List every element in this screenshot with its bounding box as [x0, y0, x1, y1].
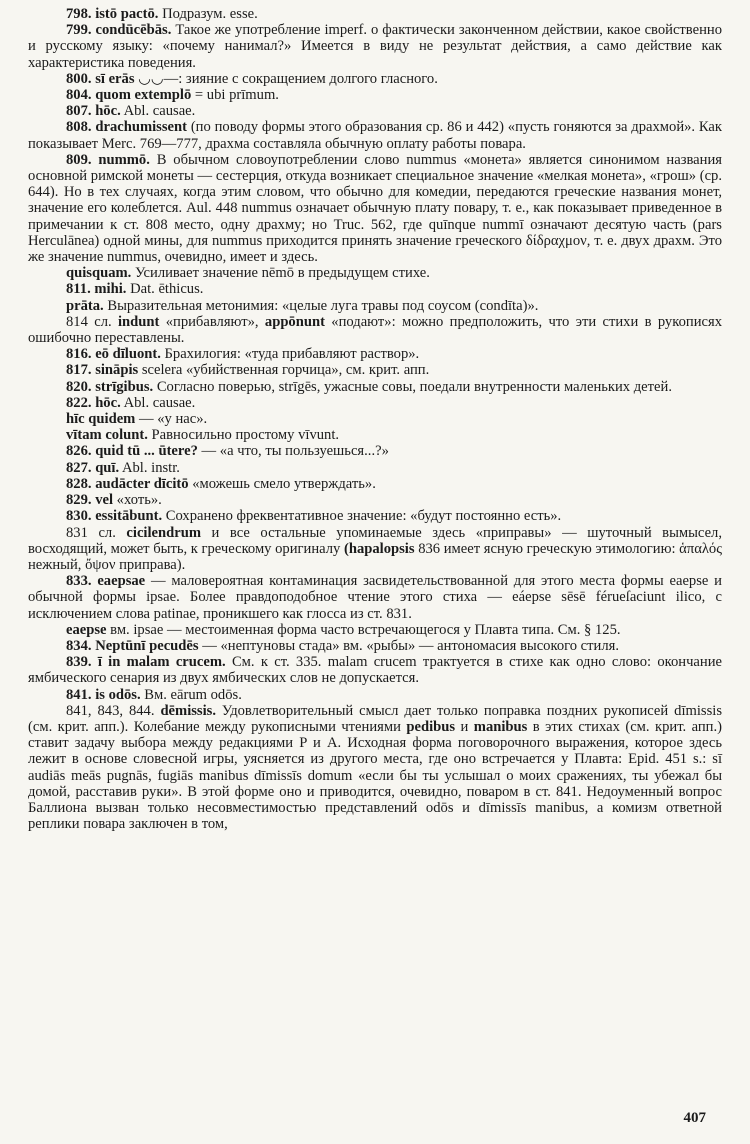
commentary-entry — [28, 314, 722, 346]
gloss-text: Сохранено фреквентативное значение: «будут постоянно есть». — [162, 508, 562, 525]
commentary-entry — [28, 492, 722, 508]
commentary-entry — [28, 87, 722, 103]
commentary-entry — [28, 6, 722, 22]
lemma-text: 809. nummō. — [66, 151, 150, 168]
gloss-text: Abl. causae. — [120, 394, 196, 411]
commentary-entry — [28, 638, 722, 654]
commentary-entry — [28, 476, 722, 492]
gloss-text: «подают»: можно предположить, что эти стихи в рукописях ошибочно переставлены. — [28, 313, 722, 347]
lemma-text: eaepse — [66, 621, 107, 638]
commentary-entry — [28, 362, 722, 378]
commentary-entry — [28, 427, 722, 443]
gloss-text: 814 сл. — [66, 313, 118, 330]
lemma-text: 811. mihi. — [66, 281, 127, 298]
lemma-text: 826. quid tū ... ūtere? — [66, 443, 198, 460]
lemma-text: 820. strīgibus. — [66, 378, 154, 395]
lemma-text: 817. sināpis — [66, 362, 139, 379]
gloss-text: Abl. causae. — [120, 103, 196, 120]
gloss-text: ◡◡—: зияние с сокращением долгого гласного. — [134, 70, 438, 87]
commentary-entry — [28, 281, 722, 297]
gloss-text: Усиливает значение nēmō в предыдущем стихе. — [131, 265, 430, 282]
lemma-text: prāta. — [66, 297, 104, 314]
gloss-text: Abl. instr. — [119, 459, 180, 476]
gloss-text: Равносильно простому vīvunt. — [147, 427, 340, 444]
gloss-text: Подразум. esse. — [158, 6, 258, 22]
lemma-text: 841. is odōs. — [66, 686, 141, 703]
commentary-entry — [28, 22, 722, 71]
commentary-entry — [28, 71, 722, 87]
lemma-text: 827. quī. — [66, 459, 120, 476]
lemma-text: dēmissis. — [160, 702, 216, 719]
lemma-text: vītam colunt. — [66, 427, 148, 444]
gloss-text: 836 имеет ясную греческую этимологию: ἁπαλός нежный, ὄψον приправа). — [28, 540, 722, 573]
gloss-text: в этих стихах (см. крит. апп.) ставит задачу выбора между редакциями P и A. Исходная форма поговорочного выражения, которое здесь лежит в основе словесной игры, уясняется из другого места, где оно встречается у Плавта: Epid. 451 s.: sī audiās meās pugnās, fugiās manibus dīmissīs domum «если бы ты услышал о моих сражениях, ты убежал бы домой, расставив руки». В этой форме оно и приводится, очевидно, поваром в ст. 841. Недоуменный вопрос Баллиона вызван только несовместимостью представлений odōs и dīmissīs manibus, а комизм ответной реплики повара заключен в том, — [28, 718, 722, 833]
lemma-text: 839. ī in malam crucem. — [66, 654, 226, 671]
commentary-entry — [28, 395, 722, 411]
gloss-text: Согласно поверью, strīgēs, ужасные совы, поедали внутренности маленьких детей. — [153, 378, 672, 395]
lemma-text: 808. drachumissent — [66, 119, 187, 136]
commentary-entry — [28, 573, 722, 622]
lemma-text: 822. hōc. — [66, 394, 121, 411]
lemma-text: 829. vel — [66, 492, 114, 509]
gloss-text: — «нептуновы стада» вм. «рыбы» — антономасия высокого стиля. — [198, 637, 619, 654]
lemma-text: 834. Neptūnī pecudēs — [66, 637, 199, 654]
gloss-text: Выразительная метонимия: «целые луга травы под соусом (condīta)». — [103, 297, 539, 314]
commentary-entry — [28, 525, 722, 574]
gloss-text: и все остальные упоминаемые здесь «приправы» — шуточный вымысел, восходящий, может быть, к греческому оригиналу — [28, 524, 722, 557]
gloss-text: Брахилогия: «туда прибавляют раствор». — [160, 346, 420, 363]
lemma-text: (hapalopsis — [343, 540, 415, 557]
lemma-text: 828. audācter dīcitō — [66, 475, 189, 492]
gloss-text: В обычном словоупотреблении слово nummus «монета» является синонимом названия основной римской монеты — сестерция, откуда возникает специальное значение «мелкая монета», «грош» (ср. 644). Но в тех случаях, когда этим словом, что обычно для комедии, передаются греческие названия монет, значение его колеблется. Aul. 448 nummus означает обычную плату повару, т. е., как показывает приведенное в примечании к ст. 808 место, одну драхму; но Truc. 562, где quīnque nummī означают десятую часть (pars Herculānea) одной мины, для nummus приходится принять значение греческого δίδραχμον, т. е. двух драхм. Это же значение nummus, очевидно, имеет и здесь. — [28, 151, 722, 266]
gloss-text: вм. ipsae — местоименная форма часто встречающегося у Плавта типа. См. § 125. — [106, 621, 621, 638]
commentary-entry — [28, 346, 722, 362]
lemma-text: 830. essitābunt. — [66, 508, 163, 525]
commentary-entry — [28, 411, 722, 427]
commentary-entry — [28, 687, 722, 703]
lemma-text: 798. istō pactō. — [66, 6, 159, 22]
lemma-text: 804. quom extemplō — [66, 87, 192, 104]
commentary-text — [28, 6, 722, 832]
gloss-text: — «а что, ты пользуешься...?» — [197, 443, 389, 460]
gloss-text: — «у нас». — [135, 411, 208, 428]
commentary-entry — [28, 379, 722, 395]
gloss-text: — маловероятная контаминация засвидетельствованной для этого места формы eaepse и обычной формы ipsae. Более правдоподобное чтение этого стиха — eáepse sēsē férueſaciunt ilico, с исключением слова patinae, проникшего как глосса из ст. 831. — [28, 573, 722, 622]
lemma-text: manibus — [473, 718, 528, 735]
gloss-text: 841, 843, 844. — [66, 702, 161, 719]
lemma-text: 800. sī erās — [66, 70, 135, 87]
gloss-text: «прибавляют», — [159, 313, 265, 330]
lemma-text: 799. condūcēbās. — [66, 22, 172, 39]
gloss-text: Такое же употребление imperf. о фактически законченном действии, какое свойственно и русскому языку: «почему нанимал?» Имеется в виду не результат действия, а само действие как характеристика поведения. — [28, 22, 722, 71]
gloss-text: «хоть». — [113, 492, 162, 509]
commentary-entry — [28, 622, 722, 638]
lemma-text: pedibus — [406, 718, 456, 735]
lemma-text: 816. eō dīluont. — [66, 346, 161, 363]
lemma-text: appōnunt — [264, 313, 325, 330]
lemma-text: quisquam. — [66, 265, 132, 282]
lemma-text: hīc quidem — [66, 411, 136, 428]
commentary-entry — [28, 152, 722, 265]
gloss-text: и — [455, 718, 474, 735]
commentary-entry — [28, 703, 722, 833]
commentary-entry — [28, 443, 722, 459]
commentary-entry — [28, 654, 722, 686]
commentary-entry — [28, 103, 722, 119]
lemma-text: cicilendrum — [126, 524, 201, 541]
commentary-entry — [28, 508, 722, 524]
gloss-text: 831 сл. — [66, 524, 127, 541]
gloss-text: См. к ст. 335. malam crucem трактуется в стихе как одно слово: окончание ямбического сенария из двух ямбических слов не допускается. — [28, 654, 722, 687]
gloss-text: «можешь смело утверждать». — [188, 475, 376, 492]
lemma-text: 807. hōc. — [66, 103, 121, 120]
commentary-entry — [28, 119, 722, 151]
commentary-entry — [28, 298, 722, 314]
gloss-text: Dat. ēthicus. — [126, 281, 204, 298]
commentary-entry — [28, 460, 722, 476]
gloss-text: Вм. eārum odōs. — [140, 686, 242, 703]
lemma-text: 833. eaepsae — [66, 573, 146, 590]
gloss-text: scelera «убийственная горчица», см. крит. апп. — [138, 362, 430, 379]
gloss-text: Удовлетворительный смысл дает только поправка поздних рукописей dīmissis (см. крит. апп.). Колебание между рукописными чтениями — [28, 702, 722, 735]
commentary-entry — [28, 265, 722, 281]
page-number: 407 — [683, 1110, 706, 1126]
gloss-text: (по поводу формы этого образования ср. 86 и 442) «пусть гоняются за драхмой». Как показывает Merc. 769—777, драхма составляла обычную оплату работы повара. — [28, 119, 722, 152]
lemma-text: indunt — [117, 313, 160, 330]
gloss-text: = ubi prīmum. — [191, 87, 279, 104]
